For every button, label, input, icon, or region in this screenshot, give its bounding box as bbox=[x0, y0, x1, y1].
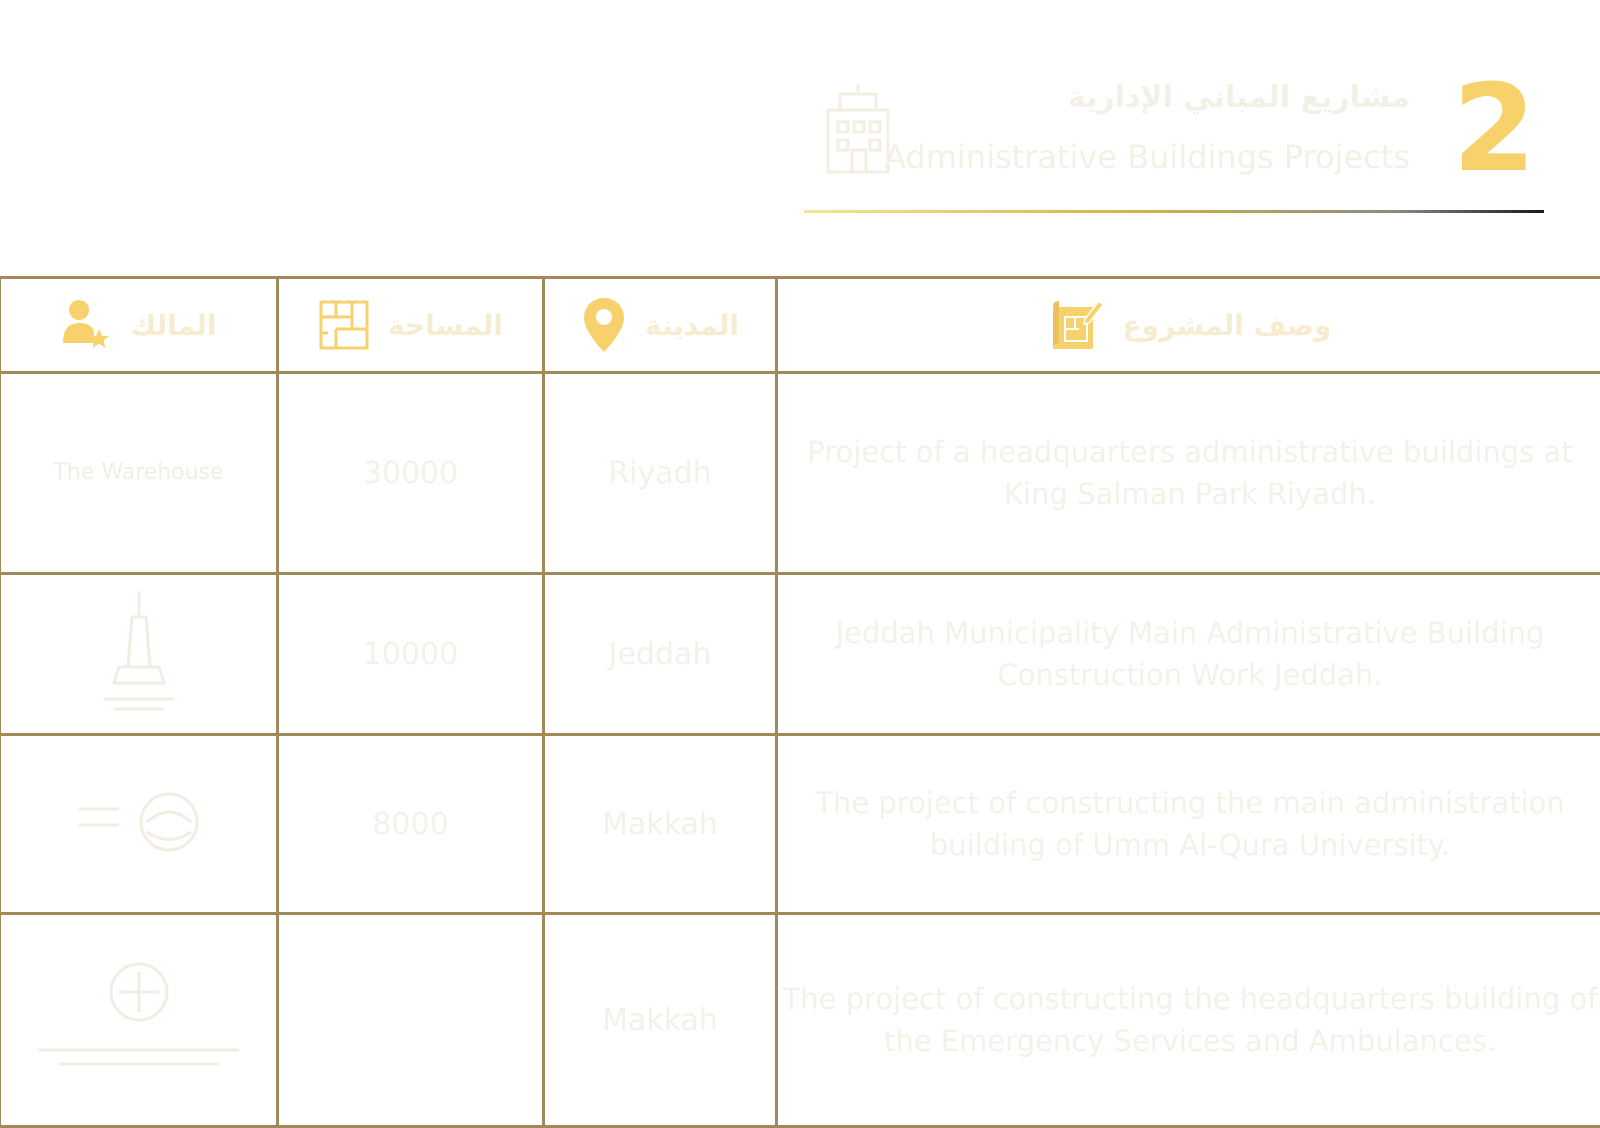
owner-logo-text: The Warehouse bbox=[53, 460, 224, 486]
city-value: Makkah bbox=[602, 1002, 718, 1038]
area-cell bbox=[278, 574, 544, 735]
city-cell bbox=[544, 574, 777, 735]
user-star-icon bbox=[61, 299, 113, 351]
city-cell bbox=[544, 914, 777, 1127]
table-row bbox=[0, 914, 1600, 1127]
table-row bbox=[0, 735, 1600, 914]
blueprint-pencil-icon bbox=[1049, 297, 1105, 353]
area-cell bbox=[278, 373, 544, 574]
page-title: Administrative Buildings Projects bbox=[884, 138, 1410, 176]
section-header bbox=[800, 60, 1560, 230]
description-text: The project of constructing the main administration building of Umm Al-Qura University. bbox=[815, 786, 1565, 862]
city-cell bbox=[544, 735, 777, 914]
area-value: 8000 bbox=[372, 806, 449, 842]
title-divider bbox=[804, 210, 1544, 213]
projects-table bbox=[0, 276, 1600, 1128]
location-pin-icon bbox=[581, 296, 627, 354]
city-value: Riyadh bbox=[608, 455, 712, 491]
description-text: Project of a headquarters administrative buildings at King Salman Park Riyadh. bbox=[807, 435, 1573, 511]
owner-cell bbox=[0, 574, 278, 735]
area-value: 30000 bbox=[362, 455, 459, 491]
column-header-description bbox=[777, 278, 1600, 373]
description-text: Jeddah Municipality Main Administrative Building Construction Work Jeddah. bbox=[835, 616, 1545, 692]
owner-cell bbox=[0, 373, 278, 574]
owner-cell bbox=[0, 735, 278, 914]
owner-logo bbox=[1, 460, 276, 485]
table-row bbox=[0, 373, 1600, 574]
city-value: Makkah bbox=[602, 806, 718, 842]
section-number: 2 bbox=[1452, 60, 1532, 199]
table-row bbox=[0, 574, 1600, 735]
description-text: The project of constructing the headquarters building of the Emergency Services and Ambulances. bbox=[782, 982, 1598, 1058]
owner-logo bbox=[69, 787, 209, 857]
area-value: 10000 bbox=[362, 636, 459, 672]
column-header-label: وصف المشروع bbox=[1122, 308, 1332, 342]
area-cell bbox=[278, 914, 544, 1127]
column-header-area bbox=[278, 278, 544, 373]
city-cell bbox=[544, 373, 777, 574]
description-cell bbox=[777, 574, 1600, 735]
column-header-label: المدينة bbox=[645, 308, 739, 342]
owner-logo bbox=[94, 587, 184, 717]
description-cell bbox=[777, 373, 1600, 574]
floor-plan-icon bbox=[318, 299, 370, 351]
city-value: Jeddah bbox=[608, 636, 712, 672]
column-header-label: المالك bbox=[130, 308, 217, 342]
page-title-arabic: مشاريع المباني الإدارية bbox=[1067, 80, 1410, 115]
description-cell bbox=[777, 735, 1600, 914]
owner-cell bbox=[0, 914, 278, 1127]
column-header-city bbox=[544, 278, 777, 373]
table-header-row bbox=[0, 278, 1600, 373]
owner-logo bbox=[29, 958, 249, 1078]
column-header-label: المساحة bbox=[387, 308, 504, 342]
description-cell bbox=[777, 914, 1600, 1127]
column-header-owner bbox=[0, 278, 278, 373]
area-cell bbox=[278, 735, 544, 914]
